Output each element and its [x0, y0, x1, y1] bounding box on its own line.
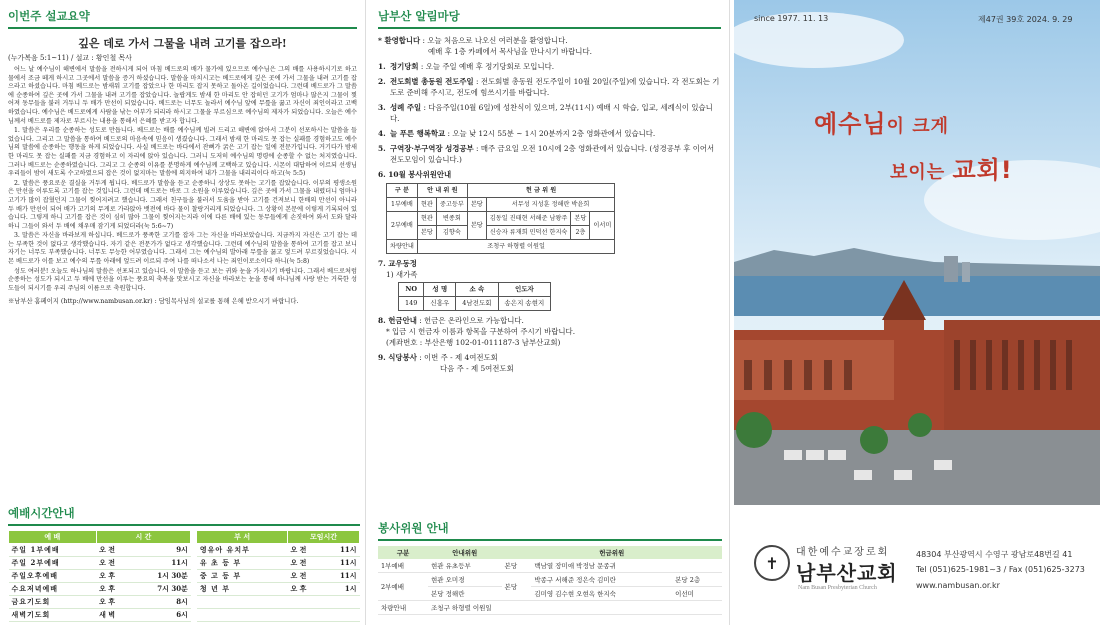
member-col: 인도자 [498, 283, 551, 297]
slogan-church: 교회! [952, 156, 1013, 184]
issue-date: 제47권 39호 2024. 9. 29 [978, 15, 1073, 24]
volunteer-header: 봉사위원 안내 [378, 518, 722, 541]
schedule-cell: 11시 [323, 544, 359, 557]
homepage-note: ※남부산 홈페이지 (http://www.nambusan.or.kr) : 담임목사님의 설교를 통해 은혜 받으시기 바랍니다. [8, 298, 299, 306]
notice-item-9-text: : 이번 주 - 제 4여전도회 [416, 353, 498, 362]
vol-cell: 박종구 서해준 정은숙 김미란 [531, 573, 672, 587]
notice-text: : 다음주일(10월 6일)에 성찬식이 있으며, 2부(11시) 예배 시 학습, 입교, 세례식이 있습니다. [390, 103, 713, 123]
notice-item-5 [378, 143, 721, 165]
sermon-paragraph: 어느 날 예수님이 해변에서 말씀을 전하시게 되어 마침 베드로의 배가 물가에 있으므로 예수님은 그의 배를 사용하시기로 하고 물에서 조금 떼게 하시고 그곳에서 말씀을 증거 하셨습니다. 말씀을 마치시고는 베드로에게 깊은 곳에 가서 그물을 내려 고기를 잡으라고 하셨습니다. 마침 베드로는 밤새워 고기를 잡았으나 한 마리도 잡지 못하고 돌아온 길이었습니다. 그런데 베드로가 그 말씀에 순종하여 깊은 곳에 가서 그물을 내려 고기를 잡았습니다. 놀랍게도 밤새 한 마리도 안 잡히던 고기가 엄마나 많은지 그물이 찢어져 동무들을 불러 거두니 두 배가 만선이 되었습니다. 베드로는 너무도 놀라서 예수님 앞에 무릎을 꿇고 자신이 죄인이라고 고백하였습니다. 예수님은 베드로에게 사람을 낚는 어부가 되리라 하시고 그물을 부르심으로 예수님의 제자가 되었습니다. 오늘은 예수님께서 베드로를 제자로 부르시는 내용을 통해서 은혜를 받고자 합니다. [8, 66, 357, 125]
vol-cell: 2부예배 [378, 573, 428, 601]
schedule-table [8, 530, 360, 622]
duty-cell: 본당 [467, 212, 486, 240]
member-cell: 149 [399, 297, 424, 311]
notice-item-6-head: 6. 10월 봉사위원안내 [378, 170, 452, 179]
address: 48304 부산광역시 수영구 광남로48번길 41 [916, 550, 1073, 559]
schedule-row [9, 583, 360, 596]
slogan-line-1 [814, 104, 949, 139]
vol-cell: 조청구 하형렬 이원일 [428, 601, 722, 615]
notice-text: : 전도회별 총동원 전도주일이 10월 20일(주일)에 있습니다. 각 전도회는 기도로 준비해 주시고, 전도에 힘쓰시기를 바랍니다. [390, 77, 720, 97]
duty-cell: 2층 [571, 226, 590, 240]
schedule-cell [197, 596, 288, 609]
since-date: since 1977. 11. 13 [754, 14, 829, 23]
duty-table [386, 183, 615, 254]
slogan-rest: 이 크게 [886, 116, 949, 137]
schedule-cell [323, 596, 359, 609]
notice-panel [368, 0, 730, 625]
schedule-row [9, 544, 360, 557]
duty-cell: 변종회 [436, 212, 467, 226]
col-dept: 부 서 [197, 531, 288, 544]
member-cell: 신홍우 [424, 297, 456, 311]
vol-cell: 백남열 장미애 박정남 문종귀 [531, 559, 722, 573]
schedule-cell: 11시 [132, 557, 191, 570]
notice-number: 1. [378, 62, 386, 71]
welcome-text-2: 예배 후 1층 카페에서 목사님을 만나시기 바랍니다. [428, 47, 592, 56]
sermon-title: 깊은 데로 가서 그물을 내려 고기를 잡으라! [78, 37, 287, 50]
col-meeting: 모임시간 [287, 531, 359, 544]
sermon-panel [0, 0, 366, 625]
volunteer-section [378, 518, 722, 615]
notice-head: 늘 푸른 행복학교 [390, 129, 446, 138]
schedule-cell: 오 전 [287, 570, 323, 583]
schedule-cell: 1시 30분 [132, 570, 191, 583]
schedule-cell: 6시 [132, 609, 191, 622]
notice-number: 2. [378, 77, 386, 86]
duty-cell: 김동일 진태현 서해준 남왕주 [486, 212, 571, 226]
col-worship: 예 배 [9, 531, 97, 544]
schedule-row [9, 570, 360, 583]
worship-schedule [8, 503, 360, 622]
schedule-cell: 새 벽 [96, 609, 132, 622]
duty-cell: 김향숙 [436, 226, 467, 240]
notice-number: 5. [378, 144, 386, 153]
church-footer [734, 505, 1100, 625]
schedule-row [9, 557, 360, 570]
notice-item-1 [378, 61, 721, 72]
duty-cell: 현관 [417, 198, 436, 212]
schedule-cell: 오 후 [96, 596, 132, 609]
schedule-cell: 9시 [132, 544, 191, 557]
member-col: 성 명 [424, 283, 456, 297]
schedule-cell: 새벽기도회 [9, 609, 97, 622]
member-cell: 4남전도회 [456, 297, 498, 311]
notice-item-9 [378, 352, 721, 374]
notice-text: : 오늘 주일 예배 후 정기당회로 모입니다. [418, 62, 555, 71]
sermon-paragraph: 1. 말씀은 우리를 순종하는 성도로 만듭니다. 베드로는 배를 예수님께 빌려 드리고 해변에 앉아서 그분이 선포하시는 말씀을 들었습니다. 그리고 그 말씀을 통하여 베드로의 마음속에 믿음이 생겼습니다. 그래서 밤새 한 마리도 못 잡는 실패를 경험하고도 예수님의 말씀에 순종하는 행동을 하게 되었습니다. 사실 베드로는 바다에서 잔뼈가 굵은 고기 잡는 일에 전문가입니다. 거기다가 밤새 한 마리도 못 잡는 실패를 지금 경험하고 이 자리에 앉아 있습니다. 그러니 도저히 예수님의 명령에 순종할 수 없는 처지였습니다. 그러나 베드로는 순종하였습니다. 그리고 그 순종의 이유를 분명하게 예수님께 고백하고 있습니다. 시몬이 대답하여 이르되 선생님 우리들이 밤이 새도록 수고하였으되 잡은 것이 없지마는 말씀에 의지하여 내가 그물을 내리리이다 하고(눅 5:5) [8, 127, 357, 178]
vol-cell: 1부예배 [378, 559, 428, 573]
schedule-row [9, 609, 360, 622]
duty-cell: 본당 [467, 198, 486, 212]
duty-col: 안 내 위 원 [417, 184, 467, 198]
schedule-cell: 오 후 [96, 583, 132, 596]
duty-cell: 이서미 [590, 212, 615, 240]
schedule-cell: 주일오후예배 [9, 570, 97, 583]
duty-cell: 본당 [571, 212, 590, 226]
schedule-cell: 금요기도회 [9, 596, 97, 609]
schedule-cell: 주일 1부예배 [9, 544, 97, 557]
vol-col: 안내위원 [428, 546, 502, 559]
duty-cell: 1부예배 [387, 198, 418, 212]
notice-item-8-head: 8. 헌금안내 [378, 316, 417, 325]
notice-header: 남부산 알림마당 [378, 6, 721, 29]
duty-col: 구 분 [387, 184, 418, 198]
col-time: 시 간 [96, 531, 191, 544]
schedule-cell: 7시 30분 [132, 583, 191, 596]
duty-cell: 차량안내 [387, 240, 418, 254]
member-col: NO [399, 283, 424, 297]
church-english-name: Nam Busan Presbyterian Church [798, 585, 877, 591]
duty-cell: 현관 [417, 212, 436, 226]
schedule-cell: 8시 [132, 596, 191, 609]
notice-item-3 [378, 102, 721, 124]
schedule-cell: 영유아 유치부 [197, 544, 288, 557]
notice-number: 4. [378, 129, 386, 138]
vol-cell: 현관 유초등부 [428, 559, 502, 573]
schedule-cell: 유 초 등 부 [197, 557, 288, 570]
schedule-cell [287, 609, 323, 622]
duty-cell: 신승자 류재희 민덕선 한지숙 [486, 226, 571, 240]
notice-head: 구역장·부구역장 성경공부 [390, 144, 474, 153]
member-col: 소 속 [456, 283, 498, 297]
notice-head: 전도회별 총동원 전도주일 [390, 77, 474, 86]
schedule-cell: 청 년 부 [197, 583, 288, 596]
slogan-prefix: 보이는 [890, 162, 953, 183]
member-cell: 송은지 송현지 [498, 297, 551, 311]
vol-cell: 현관 오미경 [428, 573, 502, 587]
notice-number: 3. [378, 103, 386, 112]
schedule-cell: 1시 [323, 583, 359, 596]
cover-panel [734, 0, 1100, 625]
vol-cell: 본당 정해란 [428, 587, 502, 601]
welcome-notice [378, 35, 721, 57]
vol-col: 헌금위원 [502, 546, 722, 559]
church-logo-icon: ✝ [754, 545, 790, 581]
schedule-cell: 중 고 등 부 [197, 570, 288, 583]
duty-cell: 조청구 하형렬 이원일 [417, 240, 614, 254]
church-photo [734, 0, 1100, 505]
schedule-cell: 오 전 [287, 544, 323, 557]
welcome-head: * 환영합니다 [378, 36, 421, 45]
schedule-cell: 수요저녁예배 [9, 583, 97, 596]
sermon-reference: (누가복음 5:1~11) / 설교 : 황인철 목사 [8, 54, 132, 62]
slogan-line-2 [890, 150, 1013, 185]
notice-head: 성례 주일 [390, 103, 422, 112]
vol-cell: 본당 [502, 559, 532, 573]
schedule-cell: 오 후 [287, 583, 323, 596]
sermon-paragraph: 2. 말씀은 풍요로운 결실을 거두게 됩니다. 베드로가 말씀을 듣고 순종하니 상상도 못하는 고기를 잡았습니다. 이부의 평생소원은 만선을 이루도록 고기를 잡는 것입니다. 그런데 베드로는 바로 그 소원을 이루었습니다. 깊은 곳에 가서 그물을 내렸더니 엄마나 고기가 많이 잡혔던지 그물이 찢어지려고 했습니다. 그래서 친구들을 불러서 도움을 받아 고기를 건져보니 한배의 만선이 아니라 두 배가 만선이 되어 배가 고기의 무게로 가라앉아 뱃전에 바다 물이 찰랑거리게 되었습니다. 그 상황이 본문에 이렇게 기록되어 있습니다. 그렇게 하니 고기를 잡은 것이 심히 많아 그물이 찢어지는지라 이에 다른 배에 있는 동무들에게 손짓하여 와서 도와 달라 하니 그들이 와서 두 배에 채우매 잠기게 되었더라(눅 5:6~7) [8, 179, 357, 230]
bank-account: (계좌번호 : 부산은행 102-01-011187-3 남부산교회) [386, 338, 561, 347]
schedule-cell: 오 후 [96, 570, 132, 583]
notice-text: : 매주 금요일 오전 10시에 2층 영화관에서 있습니다. (성경공부 후 이어서 전도모임이 있습니다.) [390, 144, 715, 164]
notice-item-7 [378, 258, 721, 311]
schedule-cell [323, 609, 359, 622]
notice-item-2 [378, 76, 721, 98]
vol-cell: 차량안내 [378, 601, 428, 615]
schedule-cell: 오 전 [96, 544, 132, 557]
sermon-paragraph: 성도 여러분! 오늘도 하나님의 말씀은 선포되고 있습니다. 이 말씀을 듣고 보는 귀와 눈을 가지시기 바랍니다. 그래서 베드로처럼 순종하는 성도가 되시고 두 배에 만선을 이루는 풍요의 축복을 맛보시고 자신을 바라보는 눈을 통해 하나님께 사랑 받는 거룩한 성도들이 되시기를 우리 주님의 이름으로 축원합니다. [8, 267, 357, 292]
duty-cell: 중고등부 [436, 198, 467, 212]
new-family-label: 1) 새가족 [386, 270, 418, 279]
duty-cell: 2부예배 [387, 212, 418, 240]
schedule-row [9, 596, 360, 609]
website[interactable]: www.nambusan.or.kr [916, 581, 1000, 590]
vol-cell: 김미영 김수현 오현옥 한지숙 [531, 587, 672, 601]
denomination: 대한예수교장로회 [796, 547, 890, 558]
schedule-cell: 11시 [323, 570, 359, 583]
sermon-header: 이번주 설교요약 [8, 6, 357, 29]
notice-item-9-next: 다음 주 - 제 5여전도회 [440, 364, 514, 373]
vol-col: 구분 [378, 546, 428, 559]
notice-item-8-text: : 헌금은 온라인으로 가능합니다. [416, 316, 524, 325]
vol-cell: 본당 [502, 573, 532, 601]
schedule-cell [287, 596, 323, 609]
notice-item-6 [378, 169, 721, 254]
schedule-cell: 주일 2부예배 [9, 557, 97, 570]
schedule-cell: 오 전 [96, 557, 132, 570]
new-member-table [398, 282, 551, 311]
welcome-text: : 오늘 처음으로 나오신 여러분을 환영합니다. [420, 36, 568, 45]
notice-text: : 오늘 낮 12시 55분 ~ 1시 20분까지 2층 영화관에서 있습니다. [445, 129, 656, 138]
notice-item-4 [378, 128, 721, 139]
vol-cell: 본당 2층 [672, 573, 722, 587]
duty-cell: 서무성 지성훈 정해란 박윤희 [486, 198, 615, 212]
slogan-jesus: 예수님 [814, 110, 887, 138]
duty-col: 헌 금 위 원 [467, 184, 615, 198]
phone-fax: Tel (051)625-1981~3 / Fax (051)625-3273 [916, 565, 1085, 574]
schedule-cell: 오 전 [287, 557, 323, 570]
schedule-header: 예배시간안내 [8, 503, 360, 526]
notice-item-9-head: 9. 식당봉사 [378, 353, 417, 362]
volunteer-table [378, 546, 722, 615]
schedule-cell [197, 609, 288, 622]
duty-cell: 본당 [417, 226, 436, 240]
offering-note: * 입금 시 헌금자 이름과 항목을 구분하여 주시기 바랍니다. [386, 327, 576, 336]
sermon-paragraph: 3. 말씀은 자신을 바라보게 하십니다. 베드로가 풍족한 고기를 잡자 그는 자신을 바라보았습니다. 지금까지 자신은 고기 잡는 데는 부족한 것이 없다고 생각했습니다. 자기 같은 전문가가 없다고 생각했습니다. 그런데 예수님의 말씀을 통하여 고기를 잡고 보니 자기는 너무도 부족했습니다. 너무도 무능한 어부였습니다. 그래서 그는 예수님의 발아래 무릎을 꿇고 엎드려 부르짖었습니다. 시몬 베드로가 이를 보고 예수의 무릎 아래에 엎드려 이르되 주여 나를 떠나소서 나는 죄인이로소이다 하니(눅 5:8) [8, 232, 357, 266]
church-name: 남부산교회 [796, 561, 898, 585]
notice-item-7-head: 7. 교우동정 [378, 259, 417, 268]
schedule-cell: 11시 [323, 557, 359, 570]
notice-head: 정기당회 [390, 62, 419, 71]
vol-cell: 이선미 [672, 587, 722, 601]
notice-item-8 [378, 315, 721, 348]
